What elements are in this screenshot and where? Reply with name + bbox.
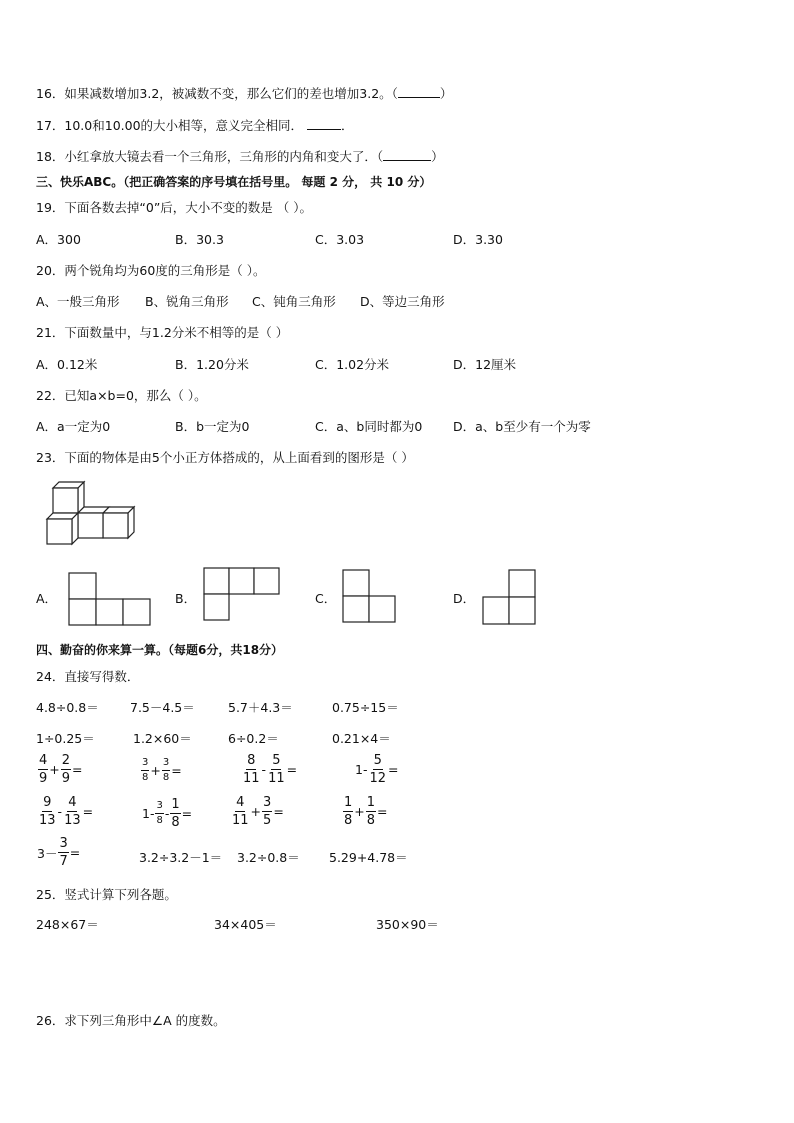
- calc-item: 7.5－4.5＝: [130, 700, 195, 715]
- option-b-figure[interactable]: [203, 567, 281, 623]
- fraction-expression: 1- $\frac{3}{8}$ - $\frac{1}{8}$ =: [142, 797, 193, 830]
- option-d[interactable]: D．3.30: [453, 232, 503, 247]
- option-d[interactable]: D、等边三角形: [360, 294, 445, 309]
- question-18: 18．小红拿放大镜去看一个三角形，三角形的内角和变大了．（ ）: [36, 149, 444, 164]
- option-d[interactable]: D．a、b至少有一个为零: [453, 419, 591, 434]
- calc-item: 4.8÷0.8＝: [36, 700, 99, 715]
- option-b[interactable]: B、锐角三角形: [145, 294, 229, 309]
- option-c[interactable]: C、钝角三角形: [252, 294, 336, 309]
- option-b[interactable]: B．1.20分米: [175, 357, 249, 372]
- option-d-label[interactable]: D．: [453, 591, 476, 606]
- calc-item: 1.2×60＝: [133, 731, 192, 746]
- question-21: 21．下面数量中，与1.2分米不相等的是（ ）: [36, 325, 289, 340]
- answer-blank[interactable]: [398, 85, 440, 98]
- question-19: 19．下面各数去掉“0”后，大小不变的数是 （ ）。: [36, 200, 313, 215]
- fraction-expression: 3－ $\frac{3}{7}$ =: [37, 836, 81, 869]
- section-3-heading: 三、快乐ABC。（把正确答案的序号填在括号里。 每题 2 分， 共 10 分）: [36, 175, 432, 189]
- vertical-calc-item: 350×90＝: [376, 917, 439, 932]
- question-23: 23．下面的物体是由5个小正方体搭成的，从上面看到的图形是（ ）: [36, 450, 414, 465]
- option-d-figure[interactable]: [482, 569, 538, 627]
- calc-item: 5.29+4.78＝: [329, 850, 408, 865]
- fraction-expression: $\frac{9}{13}$ - $\frac{4}{13}$ =: [39, 795, 94, 828]
- option-c[interactable]: C．a、b同时都为0: [315, 419, 423, 434]
- question-20: 20．两个锐角均为60度的三角形是（ ）。: [36, 263, 266, 278]
- option-a[interactable]: A．300: [36, 232, 81, 247]
- option-c[interactable]: C．1.02分米: [315, 357, 390, 372]
- fraction-expression: $\frac{1}{8}$ + $\frac{1}{8}$ =: [344, 795, 388, 828]
- option-a[interactable]: A、一般三角形: [36, 294, 120, 309]
- cube-stack-figure: [40, 480, 140, 550]
- section-4-heading: 四、勤奋的你来算一算。（每题6分，共18分）: [36, 643, 284, 657]
- question-16: 16．如果减数增加3.2，被减数不变，那么它们的差也增加3.2。（ ）: [36, 86, 453, 101]
- calc-item: 0.75÷15＝: [332, 700, 399, 715]
- fraction-expression: 1- $\frac{5}{12}$ =: [355, 753, 399, 786]
- calc-item: 6÷0.2＝: [228, 731, 279, 746]
- option-b-label[interactable]: B．: [175, 591, 197, 606]
- calc-item: 5.7＋4.3＝: [228, 700, 293, 715]
- question-25: 25．竖式计算下列各题。: [36, 887, 177, 902]
- fraction-expression: $\frac{4}{11}$ + $\frac{3}{5}$ =: [232, 795, 284, 828]
- calc-item: 0.21×4＝: [332, 731, 391, 746]
- option-c[interactable]: C．3.03: [315, 232, 365, 247]
- vertical-calc-item: 248×67＝: [36, 917, 99, 932]
- option-a-label[interactable]: A．: [36, 591, 58, 606]
- option-a-figure[interactable]: [68, 572, 152, 628]
- fraction-expression: $\frac{3}{8}$ + $\frac{3}{8}$ =: [142, 757, 182, 783]
- question-17: 17．10.0和10.00的大小相等，意义完全相同． ．: [36, 118, 354, 133]
- calc-item: 1÷0.25＝: [36, 731, 95, 746]
- option-c-figure[interactable]: [342, 569, 398, 625]
- option-a[interactable]: A．a一定为0: [36, 419, 111, 434]
- option-d[interactable]: D．12厘米: [453, 357, 517, 372]
- option-a[interactable]: A．0.12米: [36, 357, 98, 372]
- option-b[interactable]: B．30.3: [175, 232, 224, 247]
- answer-blank[interactable]: [383, 148, 431, 161]
- question-24: 24．直接写得数．: [36, 669, 140, 684]
- fraction-expression: $\frac{8}{11}$ - $\frac{5}{11}$ =: [243, 753, 298, 786]
- option-c-label[interactable]: C．: [315, 591, 337, 606]
- question-22: 22．已知a×b=0，那么（ ）。: [36, 388, 207, 403]
- calc-item: 3.2÷0.8＝: [237, 850, 300, 865]
- question-26: 26．求下列三角形中∠A 的度数。: [36, 1013, 226, 1028]
- option-b[interactable]: B．b一定为0: [175, 419, 250, 434]
- calc-item: 3.2÷3.2－1＝: [139, 850, 223, 865]
- fraction-expression: $\frac{4}{9}$ + $\frac{2}{9}$ =: [39, 753, 83, 786]
- answer-blank[interactable]: [307, 117, 341, 130]
- vertical-calc-item: 34×405＝: [214, 917, 277, 932]
